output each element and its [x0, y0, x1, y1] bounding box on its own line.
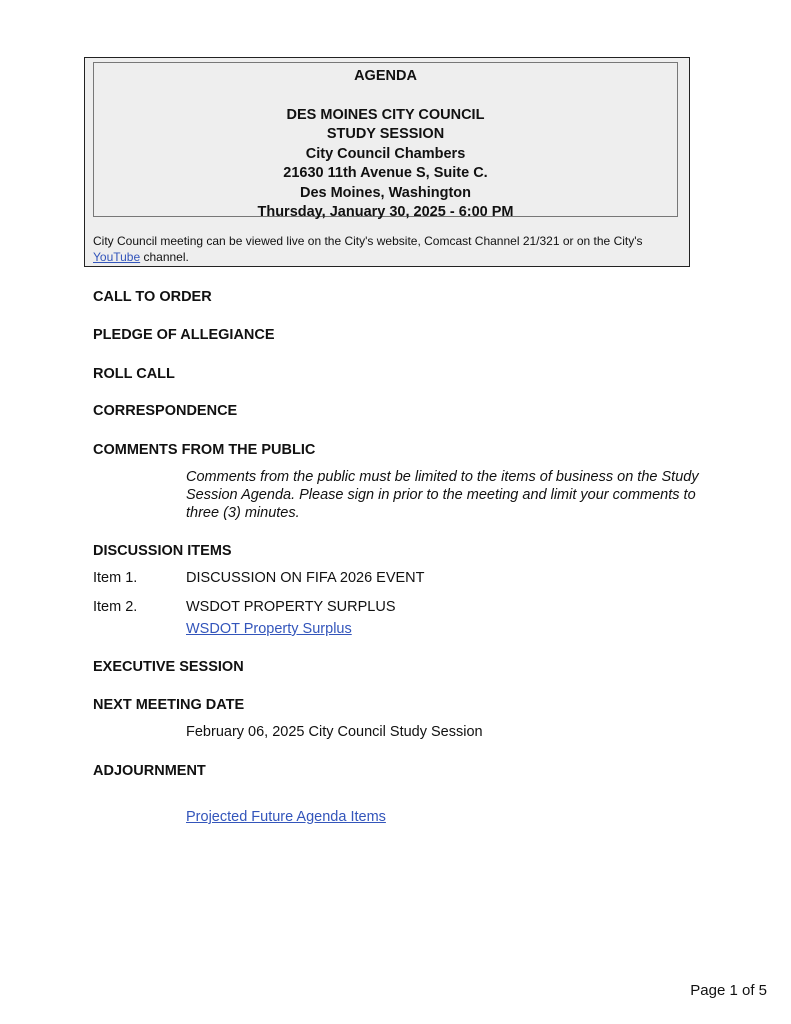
notice-text: City Council meeting can be viewed live on the City's website, Comcast Channel 21/321 or on the City's: [93, 234, 643, 248]
agenda-title: AGENDA: [354, 68, 417, 84]
council-name: DES MOINES CITY COUNCIL: [286, 106, 485, 123]
agenda-header-box: [84, 57, 690, 267]
correspondence-heading: CORRESPONDENCE: [93, 403, 238, 419]
future-agenda-link[interactable]: Projected Future Agenda Items: [186, 809, 386, 825]
next-meeting-heading: NEXT MEETING DATE: [93, 697, 245, 713]
page-number: Page 1 of 5: [690, 982, 767, 999]
item-1-number: Item 1.: [93, 570, 138, 586]
call-to-order-heading: CALL TO ORDER: [93, 289, 212, 305]
item-2-title: WSDOT PROPERTY SURPLUS: [186, 599, 396, 615]
venue-city: Des Moines, Washington: [299, 184, 472, 201]
youtube-link[interactable]: YouTube: [93, 249, 141, 264]
item-2-number: Item 2.: [93, 599, 138, 615]
viewing-notice: [93, 234, 685, 265]
public-comments-heading: COMMENTS FROM THE PUBLIC: [93, 442, 316, 458]
venue-name: City Council Chambers: [305, 145, 466, 162]
discussion-items-heading: DISCUSSION ITEMS: [93, 543, 232, 559]
wsdot-surplus-link[interactable]: WSDOT Property Surplus: [186, 621, 352, 637]
adjournment-heading: ADJOURNMENT: [93, 763, 206, 779]
pledge-heading: PLEDGE OF ALLEGIANCE: [93, 327, 275, 343]
agenda-title-block: [93, 62, 678, 220]
item-1-title: DISCUSSION ON FIFA 2026 EVENT: [186, 570, 425, 586]
session-type: STUDY SESSION: [326, 126, 445, 142]
next-meeting-date: February 06, 2025 City Council Study Session: [186, 724, 483, 740]
venue-address: 21630 11th Avenue S, Suite C.: [283, 165, 488, 181]
meeting-datetime: Thursday, January 30, 2025 - 6:00 PM: [257, 204, 514, 220]
executive-session-heading: EXECUTIVE SESSION: [93, 659, 244, 675]
notice-text-end: channel.: [140, 249, 189, 264]
roll-call-heading: ROLL CALL: [93, 366, 175, 382]
public-comments-text: Comments from the public must be limited to the items of business on the Study Session Agenda. Please sign in prior to the meeting and limit your comments to three (3) minutes.: [186, 469, 699, 521]
